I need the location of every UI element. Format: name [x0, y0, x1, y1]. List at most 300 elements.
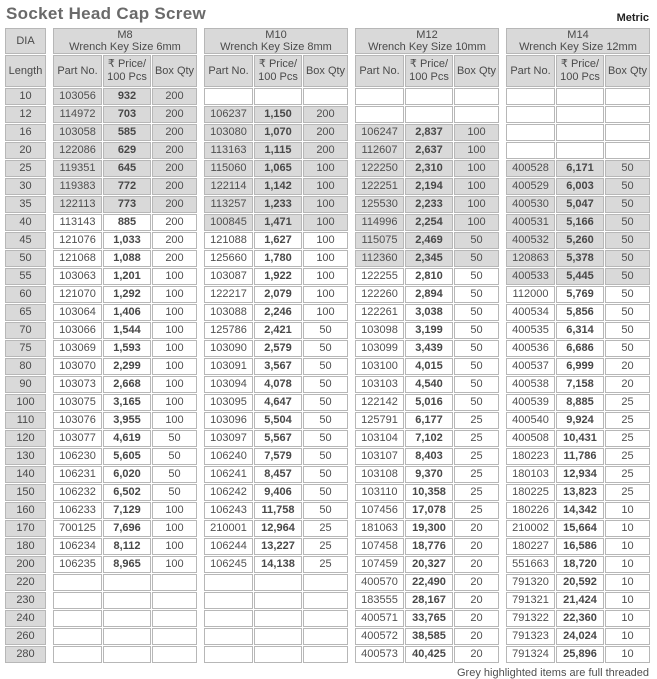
- m10-part-cell: 113163: [204, 142, 253, 159]
- m8-qty-cell: 100: [152, 340, 197, 357]
- m10-qty-cell: 50: [303, 502, 348, 519]
- m14-price-cell: 10,431: [556, 430, 604, 447]
- m14-price-cell: 5,047: [556, 196, 604, 213]
- length-cell: 170: [5, 520, 46, 537]
- m8-qty-cell: 50: [152, 484, 197, 501]
- group-gap: [349, 448, 354, 465]
- m10-qty-cell: 50: [303, 340, 348, 357]
- m14-price-cell: 6,171: [556, 160, 604, 177]
- group-gap: [47, 484, 52, 501]
- group-gap: [349, 304, 354, 321]
- m14-price-cell: 21,424: [556, 592, 604, 609]
- m12-part-cell: 103108: [355, 466, 404, 483]
- m12-part-cell: 122251: [355, 178, 404, 195]
- m8-price-cell: 645: [103, 160, 151, 177]
- group-gap: [500, 196, 505, 213]
- table-row: [5, 520, 650, 537]
- m14-qty-cell: 50: [605, 232, 650, 249]
- length-cell: 65: [5, 304, 46, 321]
- m8-price-cell: 1,406: [103, 304, 151, 321]
- m8-part-cell: 121076: [53, 232, 102, 249]
- m12-qty-cell: 25: [454, 502, 499, 519]
- group-gap: [349, 394, 354, 411]
- group-gap: [500, 88, 505, 105]
- part-no-header-m14: Part No.: [506, 55, 555, 87]
- table-row: [5, 196, 650, 213]
- group-gap: [500, 232, 505, 249]
- table-row: [5, 340, 650, 357]
- m12-price-cell: 17,078: [405, 502, 453, 519]
- table-row: [5, 106, 650, 123]
- price-table: [4, 27, 651, 664]
- group-gap: [500, 466, 505, 483]
- m12-price-cell: 3,439: [405, 340, 453, 357]
- table-row: [5, 592, 650, 609]
- m14-part-cell: 210002: [506, 520, 555, 537]
- m10-qty-cell: 25: [303, 538, 348, 555]
- group-gap: [198, 430, 203, 447]
- m10-qty-cell: 25: [303, 520, 348, 537]
- m12-price-cell: 2,194: [405, 178, 453, 195]
- m14-part-cell: 400539: [506, 394, 555, 411]
- m12-price-cell: 2,837: [405, 124, 453, 141]
- m12-price-cell: 3,199: [405, 322, 453, 339]
- m14-price-cell: 5,378: [556, 250, 604, 267]
- m14-qty-cell: [605, 106, 650, 123]
- m12-qty-cell: 50: [454, 232, 499, 249]
- group-gap: [349, 538, 354, 555]
- group-gap: [500, 250, 505, 267]
- group-gap: [500, 610, 505, 627]
- group-gap: [47, 466, 52, 483]
- m14-part-cell: 791322: [506, 610, 555, 627]
- group-gap: [198, 268, 203, 285]
- m12-part-cell: 103099: [355, 340, 404, 357]
- m14-qty-cell: 50: [605, 304, 650, 321]
- group-gap: [198, 88, 203, 105]
- group-gap: [198, 610, 203, 627]
- m12-price-cell: 40,425: [405, 646, 453, 663]
- m14-part-cell: 400508: [506, 430, 555, 447]
- m10-price-cell: 1,233: [254, 196, 302, 213]
- m10-qty-cell: 50: [303, 376, 348, 393]
- group-gap: [47, 214, 52, 231]
- part-no-header-m10: Part No.: [204, 55, 253, 87]
- table-row: [5, 160, 650, 177]
- group-gap: [349, 160, 354, 177]
- m14-price-cell: 6,999: [556, 358, 604, 375]
- m14-part-cell: 180225: [506, 484, 555, 501]
- m14-qty-cell: 50: [605, 160, 650, 177]
- m8-price-cell: 7,129: [103, 502, 151, 519]
- length-cell: 100: [5, 394, 46, 411]
- group-gap: [500, 538, 505, 555]
- m10-price-cell: 1,070: [254, 124, 302, 141]
- box-qty-header-m8: Box Qty: [152, 55, 197, 87]
- m10-part-cell: 103094: [204, 376, 253, 393]
- m12-qty-cell: 100: [454, 160, 499, 177]
- m8-qty-cell: [152, 610, 197, 627]
- m14-part-cell: 180103: [506, 466, 555, 483]
- m10-part-cell: 103080: [204, 124, 253, 141]
- m10-price-cell: 1,922: [254, 268, 302, 285]
- m8-qty-cell: [152, 628, 197, 645]
- m12-part-cell: 103103: [355, 376, 404, 393]
- group-gap: [349, 484, 354, 501]
- m12-part-cell: 115075: [355, 232, 404, 249]
- table-body: [5, 88, 650, 663]
- group-gap: [47, 628, 52, 645]
- m8-qty-cell: [152, 646, 197, 663]
- group-gap: [198, 628, 203, 645]
- m10-qty-cell: 25: [303, 556, 348, 573]
- m8-part-cell: 113143: [53, 214, 102, 231]
- m14-price-cell: 5,260: [556, 232, 604, 249]
- m8-price-cell: 7,696: [103, 520, 151, 537]
- group-gap: [500, 484, 505, 501]
- m12-qty-cell: 50: [454, 358, 499, 375]
- m8-price-cell: 6,020: [103, 466, 151, 483]
- length-cell: 80: [5, 358, 46, 375]
- m14-qty-cell: 10: [605, 610, 650, 627]
- group-gap: [198, 304, 203, 321]
- m8-part-cell: 700125: [53, 520, 102, 537]
- m8-part-cell: 103077: [53, 430, 102, 447]
- m14-part-cell: 400531: [506, 214, 555, 231]
- m10-part-cell: 125786: [204, 322, 253, 339]
- m10-part-cell: 122217: [204, 286, 253, 303]
- table-row: [5, 322, 650, 339]
- m10-part-cell: 103091: [204, 358, 253, 375]
- m12-price-cell: [405, 106, 453, 123]
- m12-price-cell: 28,167: [405, 592, 453, 609]
- table-row: [5, 538, 650, 555]
- group-gap: [349, 502, 354, 519]
- group-gap: [198, 556, 203, 573]
- group-gap: [198, 466, 203, 483]
- m14-qty-cell: 25: [605, 484, 650, 501]
- m12-price-cell: 9,370: [405, 466, 453, 483]
- group-gap: [500, 268, 505, 285]
- m14-price-cell: 16,586: [556, 538, 604, 555]
- group-gap: [198, 160, 203, 177]
- m14-qty-cell: 10: [605, 574, 650, 591]
- m8-price-cell: 772: [103, 178, 151, 195]
- group-gap: [198, 196, 203, 213]
- m14-qty-cell: 50: [605, 214, 650, 231]
- group-gap: [349, 250, 354, 267]
- m12-part-cell: 122255: [355, 268, 404, 285]
- m8-qty-cell: 100: [152, 412, 197, 429]
- group-gap: [198, 322, 203, 339]
- group-gap: [47, 448, 52, 465]
- table-row: [5, 556, 650, 573]
- m8-price-cell: 1,033: [103, 232, 151, 249]
- group-subtitle-m10: Wrench Key Size 8mm: [220, 41, 332, 53]
- m10-price-cell: 1,780: [254, 250, 302, 267]
- m14-price-cell: 22,360: [556, 610, 604, 627]
- m14-price-cell: 8,885: [556, 394, 604, 411]
- group-gap: [198, 358, 203, 375]
- m10-qty-cell: 100: [303, 268, 348, 285]
- table-row: [5, 142, 650, 159]
- m8-part-cell: 119351: [53, 160, 102, 177]
- group-gap: [47, 538, 52, 555]
- group-gap: [500, 430, 505, 447]
- m14-qty-cell: 50: [605, 286, 650, 303]
- m10-qty-cell: 100: [303, 178, 348, 195]
- m12-part-cell: 107456: [355, 502, 404, 519]
- m10-part-cell: 100845: [204, 214, 253, 231]
- m10-price-cell: [254, 610, 302, 627]
- m10-price-cell: 1,150: [254, 106, 302, 123]
- length-cell: 110: [5, 412, 46, 429]
- m10-qty-cell: 200: [303, 106, 348, 123]
- m10-price-cell: 4,647: [254, 394, 302, 411]
- group-name-m8: M8: [117, 29, 133, 41]
- group-gap: [500, 55, 505, 87]
- group-gap: [500, 124, 505, 141]
- m14-price-cell: 24,024: [556, 628, 604, 645]
- group-gap: [500, 376, 505, 393]
- table-row: [5, 430, 650, 447]
- m10-qty-cell: [303, 646, 348, 663]
- m10-part-cell: 103097: [204, 430, 253, 447]
- group-gap: [198, 448, 203, 465]
- group-gap: [349, 286, 354, 303]
- group-gap: [198, 250, 203, 267]
- m8-part-cell: 103058: [53, 124, 102, 141]
- length-cell: 45: [5, 232, 46, 249]
- group-gap: [47, 520, 52, 537]
- m8-price-cell: 1,544: [103, 322, 151, 339]
- group-gap: [500, 628, 505, 645]
- m14-qty-cell: [605, 124, 650, 141]
- length-cell: 150: [5, 484, 46, 501]
- m12-price-cell: 10,358: [405, 484, 453, 501]
- price-header-line1: ₹ Price/: [107, 58, 147, 70]
- m12-qty-cell: 50: [454, 268, 499, 285]
- m8-part-cell: 119383: [53, 178, 102, 195]
- m14-part-cell: 791321: [506, 592, 555, 609]
- m10-qty-cell: 50: [303, 358, 348, 375]
- m10-price-cell: 12,964: [254, 520, 302, 537]
- group-gap: [349, 340, 354, 357]
- table-row: [5, 178, 650, 195]
- m10-part-cell: 103095: [204, 394, 253, 411]
- length-cell: 50: [5, 250, 46, 267]
- m12-qty-cell: 50: [454, 340, 499, 357]
- m14-price-cell: 12,934: [556, 466, 604, 483]
- m8-qty-cell: 100: [152, 304, 197, 321]
- group-gap: [198, 55, 203, 87]
- price-header-m14: [556, 55, 604, 87]
- m12-price-cell: 5,016: [405, 394, 453, 411]
- price-header-m12: [405, 55, 453, 87]
- m10-qty-cell: 200: [303, 124, 348, 141]
- group-gap: [349, 592, 354, 609]
- m10-qty-cell: 100: [303, 250, 348, 267]
- m12-qty-cell: [454, 106, 499, 123]
- m8-part-cell: 103064: [53, 304, 102, 321]
- m14-price-cell: [556, 124, 604, 141]
- length-header: Length: [5, 55, 46, 87]
- group-gap: [349, 412, 354, 429]
- column-header-row: [5, 55, 650, 87]
- m10-qty-cell: 100: [303, 196, 348, 213]
- group-gap: [47, 376, 52, 393]
- m8-part-cell: [53, 610, 102, 627]
- group-gap: [349, 232, 354, 249]
- table-row: [5, 250, 650, 267]
- m8-price-cell: 932: [103, 88, 151, 105]
- m12-qty-cell: 20: [454, 574, 499, 591]
- m8-qty-cell: 50: [152, 466, 197, 483]
- m10-qty-cell: 50: [303, 322, 348, 339]
- price-header-line1: ₹ Price/: [258, 58, 298, 70]
- m12-qty-cell: 20: [454, 520, 499, 537]
- m10-part-cell: [204, 646, 253, 663]
- m12-part-cell: 122261: [355, 304, 404, 321]
- group-gap: [349, 556, 354, 573]
- m12-part-cell: 122260: [355, 286, 404, 303]
- m10-part-cell: 103096: [204, 412, 253, 429]
- group-gap: [500, 358, 505, 375]
- group-gap: [47, 232, 52, 249]
- m8-price-cell: [103, 628, 151, 645]
- table-row: [5, 610, 650, 627]
- group-name-m12: M12: [416, 29, 438, 41]
- group-gap: [349, 646, 354, 663]
- part-no-header-m12: Part No.: [355, 55, 404, 87]
- m14-part-cell: 400530: [506, 196, 555, 213]
- part-no-header-m8: Part No.: [53, 55, 102, 87]
- m12-qty-cell: 100: [454, 124, 499, 141]
- table-row: [5, 214, 650, 231]
- table-row: [5, 502, 650, 519]
- m14-part-cell: 120863: [506, 250, 555, 267]
- m8-qty-cell: 200: [152, 250, 197, 267]
- m8-part-cell: 122113: [53, 196, 102, 213]
- group-gap: [500, 106, 505, 123]
- m12-qty-cell: 25: [454, 448, 499, 465]
- m12-part-cell: 400572: [355, 628, 404, 645]
- m8-qty-cell: 100: [152, 376, 197, 393]
- m12-price-cell: 6,177: [405, 412, 453, 429]
- m10-price-cell: 8,457: [254, 466, 302, 483]
- m12-qty-cell: 20: [454, 538, 499, 555]
- m14-price-cell: 25,896: [556, 646, 604, 663]
- m10-qty-cell: 100: [303, 232, 348, 249]
- m12-part-cell: 107458: [355, 538, 404, 555]
- m14-part-cell: [506, 88, 555, 105]
- m12-qty-cell: 50: [454, 286, 499, 303]
- m10-part-cell: 113257: [204, 196, 253, 213]
- table-row: [5, 304, 650, 321]
- m8-price-cell: 3,165: [103, 394, 151, 411]
- m8-qty-cell: [152, 574, 197, 591]
- m12-price-cell: [405, 88, 453, 105]
- m8-part-cell: 114972: [53, 106, 102, 123]
- m12-qty-cell: [454, 88, 499, 105]
- m8-price-cell: 3,955: [103, 412, 151, 429]
- title-bar: [4, 1, 653, 27]
- m12-price-cell: 3,038: [405, 304, 453, 321]
- page-title: Socket Head Cap Screw: [6, 4, 206, 23]
- group-gap: [500, 160, 505, 177]
- m12-price-cell: 2,810: [405, 268, 453, 285]
- group-gap: [500, 394, 505, 411]
- group-name-m10: M10: [265, 29, 287, 41]
- length-cell: 30: [5, 178, 46, 195]
- group-gap: [500, 646, 505, 663]
- group-gap: [349, 376, 354, 393]
- group-gap: [198, 214, 203, 231]
- group-gap: [349, 430, 354, 447]
- group-gap: [500, 178, 505, 195]
- m8-part-cell: 106233: [53, 502, 102, 519]
- group-gap: [47, 55, 52, 87]
- m10-qty-cell: 100: [303, 286, 348, 303]
- m14-qty-cell: [605, 88, 650, 105]
- table-row: [5, 646, 650, 663]
- group-header-m12: [355, 28, 499, 54]
- m8-qty-cell: 200: [152, 232, 197, 249]
- price-header-m10: [254, 55, 302, 87]
- m8-price-cell: 8,112: [103, 538, 151, 555]
- group-gap: [47, 412, 52, 429]
- m12-part-cell: 125791: [355, 412, 404, 429]
- price-header-m8: [103, 55, 151, 87]
- length-cell: 90: [5, 376, 46, 393]
- m8-part-cell: 103070: [53, 358, 102, 375]
- group-gap: [349, 124, 354, 141]
- m10-price-cell: 2,246: [254, 304, 302, 321]
- m8-price-cell: 1,088: [103, 250, 151, 267]
- footer-note: Grey highlighted items are full threaded: [457, 667, 649, 679]
- group-gap: [198, 646, 203, 663]
- m10-price-cell: [254, 646, 302, 663]
- table-row: [5, 412, 650, 429]
- m8-part-cell: 106231: [53, 466, 102, 483]
- m14-part-cell: 180227: [506, 538, 555, 555]
- m12-part-cell: 125530: [355, 196, 404, 213]
- m14-qty-cell: 50: [605, 340, 650, 357]
- m14-price-cell: 9,924: [556, 412, 604, 429]
- m10-part-cell: 103087: [204, 268, 253, 285]
- group-gap: [500, 28, 505, 54]
- price-header-line2: 100 Pcs: [409, 71, 449, 83]
- group-gap: [198, 520, 203, 537]
- table-row: [5, 574, 650, 591]
- m14-part-cell: [506, 106, 555, 123]
- m8-part-cell: 103063: [53, 268, 102, 285]
- m10-price-cell: [254, 592, 302, 609]
- m14-price-cell: [556, 88, 604, 105]
- m12-qty-cell: 20: [454, 628, 499, 645]
- m8-qty-cell: [152, 592, 197, 609]
- table-row: [5, 88, 650, 105]
- m14-part-cell: [506, 142, 555, 159]
- m14-price-cell: [556, 142, 604, 159]
- m10-part-cell: 106243: [204, 502, 253, 519]
- m14-price-cell: 13,823: [556, 484, 604, 501]
- group-gap: [47, 556, 52, 573]
- m14-part-cell: 180223: [506, 448, 555, 465]
- group-gap: [198, 124, 203, 141]
- price-header-line2: 100 Pcs: [107, 71, 147, 83]
- m12-part-cell: 107459: [355, 556, 404, 573]
